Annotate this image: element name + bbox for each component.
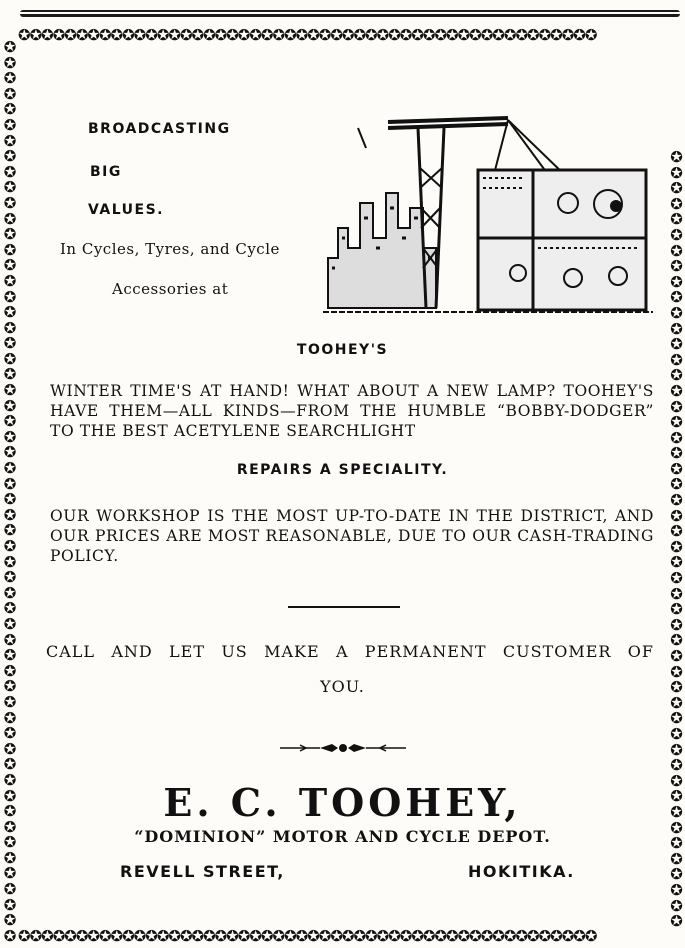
shop-name: TOOHEY'S: [296, 342, 389, 358]
ornamental-border-bottom: ✪✪✪✪✪✪✪✪✪✪✪✪✪✪✪✪✪✪✪✪✪✪✪✪✪✪✪✪✪✪✪✪✪✪✪✪✪✪✪✪✪✪✪✪✪✪✪✪✪✪: [18, 927, 597, 945]
proprietor-name: E. C. TOOHEY,: [163, 780, 522, 825]
ornamental-border-left: ✪ ✪ ✪ ✪ ✪ ✪ ✪ ✪ ✪ ✪ ✪ ✪ ✪ ✪ ✪ ✪ ✪ ✪ ✪ ✪ ✪ ✪ ✪ ✪ ✪ ✪ ✪ ✪ ✪ ✪ ✪ ✪ ✪ ✪ ✪ ✪ ✪ ✪ ✪ ✪ ✪ ✪ ✪ ✪ ✪ ✪ ✪ ✪ ✪ ✪ ✪ ✪ ✪ ✪ ✪ ✪ ✪ ✪: [3, 38, 17, 945]
intro-line-2: Accessories at: [112, 280, 229, 298]
radio-tower-illustration: [318, 108, 658, 320]
depot-name: “DOMINION” MOTOR AND CYCLE DEPOT.: [134, 827, 551, 846]
town-name: HOKITIKA.: [468, 862, 575, 881]
ornamental-border-right: ✪ ✪ ✪ ✪ ✪ ✪ ✪ ✪ ✪ ✪ ✪ ✪ ✪ ✪ ✪ ✪ ✪ ✪ ✪ ✪ ✪ ✪ ✪ ✪ ✪ ✪ ✪ ✪ ✪ ✪ ✪ ✪ ✪ ✪ ✪ ✪ ✪ ✪ ✪ ✪ ✪ ✪ ✪ ✪ ✪ ✪ ✪ ✪ ✪ ✪: [670, 148, 683, 931]
winter-paragraph: WINTER TIME'S AT HAND! WHAT ABOUT A NEW LAMP? TOOHEY'S HAVE THEM—ALL KINDS—FROM THE HUMBLE “BOBBY-DODGER” TO THE BEST ACETYLENE SEARCHLIGHT: [50, 382, 654, 440]
intro-line-1: In Cycles, Tyres, and Cycle: [60, 240, 280, 258]
heading-broadcasting: BROADCASTING: [88, 121, 231, 137]
ornamental-border-top: ✪✪✪✪✪✪✪✪✪✪✪✪✪✪✪✪✪✪✪✪✪✪✪✪✪✪✪✪✪✪✪✪✪✪✪✪✪✪✪✪✪✪✪✪✪✪✪✪✪✪: [18, 26, 597, 44]
heading-big: BIG: [90, 164, 122, 180]
call-line-end: YOU.: [320, 677, 365, 696]
divider-rule: [288, 606, 400, 608]
repairs-heading: REPAIRS A SPECIALITY.: [236, 462, 449, 478]
top-double-rule: [20, 10, 680, 17]
street-address: REVELL STREET,: [120, 862, 285, 881]
call-line: CALL AND LET US MAKE A PERMANENT CUSTOMER OF: [46, 642, 654, 661]
heading-values: VALUES.: [88, 202, 164, 218]
workshop-paragraph: OUR WORKSHOP IS THE MOST UP-TO-DATE IN THE DISTRICT, AND OUR PRICES ARE MOST REASONABLE, DUE TO OUR CASH-TRADING POLICY.: [50, 507, 654, 565]
ornament-divider-icon: [280, 740, 406, 756]
